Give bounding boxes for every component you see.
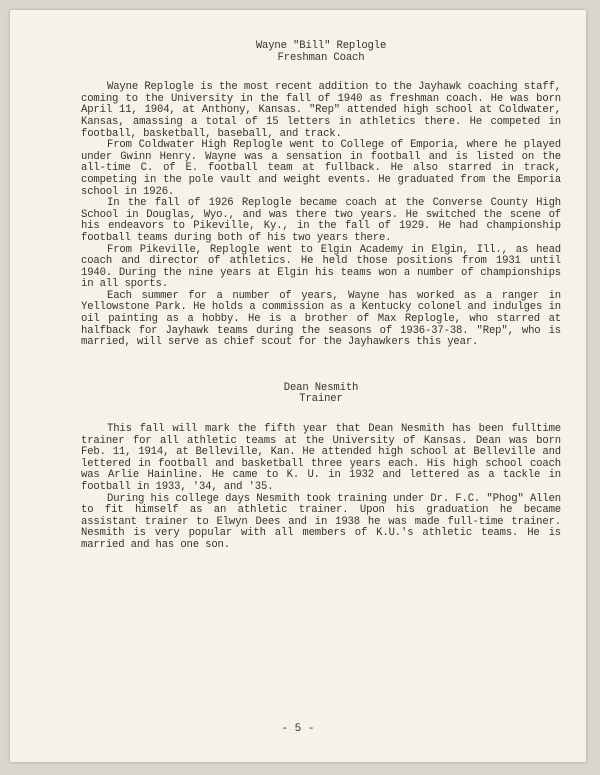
page-number: - 5 - (281, 723, 315, 735)
paragraph: This fall will mark the fifth year that Dean Nesmith has been fulltime trainer for all athletic teams at the University of Kansas. Dean was born Feb. 11, 1914, at Belleville, Kan. He attended high school at Belleville and lettered in football and basketball three years each. His high school coach was Arlie Hainline. He came to K. U. in 1932 and lettered as a tackle in football in 1933, '34, and '35. (81, 423, 561, 493)
document-page (10, 10, 586, 762)
paragraph: Wayne Replogle is the most recent addition to the Jayhawk coaching staff, coming to the University in the fall of 1940 as freshman coach. He was born April 11, 1904, at Anthony, Kansas. "Rep" attended high school at Coldwater, Kansas, amassing a total of 15 letters in athletics there. He competed in football, basketball, baseball, and track. (81, 81, 561, 140)
person-role: Freshman Coach (277, 51, 365, 64)
paragraph: During his college days Nesmith took training under Dr. F.C. "Phog" Allen to fit himself as an athletic trainer. Upon his graduation he became assistant trainer to Elwyn Dees and in 1938 he was made full-time trainer. Nesmith is very popular with all members of K.U.'s athletic teams. He is married and has one son. (81, 492, 561, 551)
paragraph: In the fall of 1926 Replogle became coach at the Converse County High School in Douglas, Wyo., and was there two years. He switched the scene of his endeavors to Pikeville, Ky., in the fall of 1929. He had championship football teams during both of his two years there. (81, 197, 561, 244)
paragraph: From Pikeville, Replogle went to Elgin Academy in Elgin, Ill., as head coach and director of athletics. He held those positions from 1931 until 1940. During the nine years at Elgin his teams won a number of championships in all sports. (81, 243, 561, 291)
section-heading-nesmith (81, 383, 561, 406)
person-name: Wayne "Bill" Replogle (255, 40, 387, 52)
section-heading-replogle (81, 41, 561, 64)
paragraph: Each summer for a number of years, Wayne has worked as a ranger in Yellowstone Park. He holds a commission as a Kentucky colonel and indulges in oil painting as a hobby. He is a brother of Max Replogle, who starred at halfback for Jayhawk teams during the seasons of 1936-37-38. "Rep", who is married, will serve as chief scout for the Jayhawkers this year. (81, 289, 561, 349)
person-role: Trainer (299, 393, 343, 406)
paragraph: From Coldwater High Replogle went to College of Emporia, where he played under Gwinn Henry. Wayne was a sensation in football and is listed on the all-time C. of E. football team at fullback. He also starred in track, competing in the pole vault and weight events. He graduated from the Emporia school in 1926. (81, 139, 561, 198)
person-name: Dean Nesmith (283, 381, 359, 394)
document-body (81, 41, 561, 552)
